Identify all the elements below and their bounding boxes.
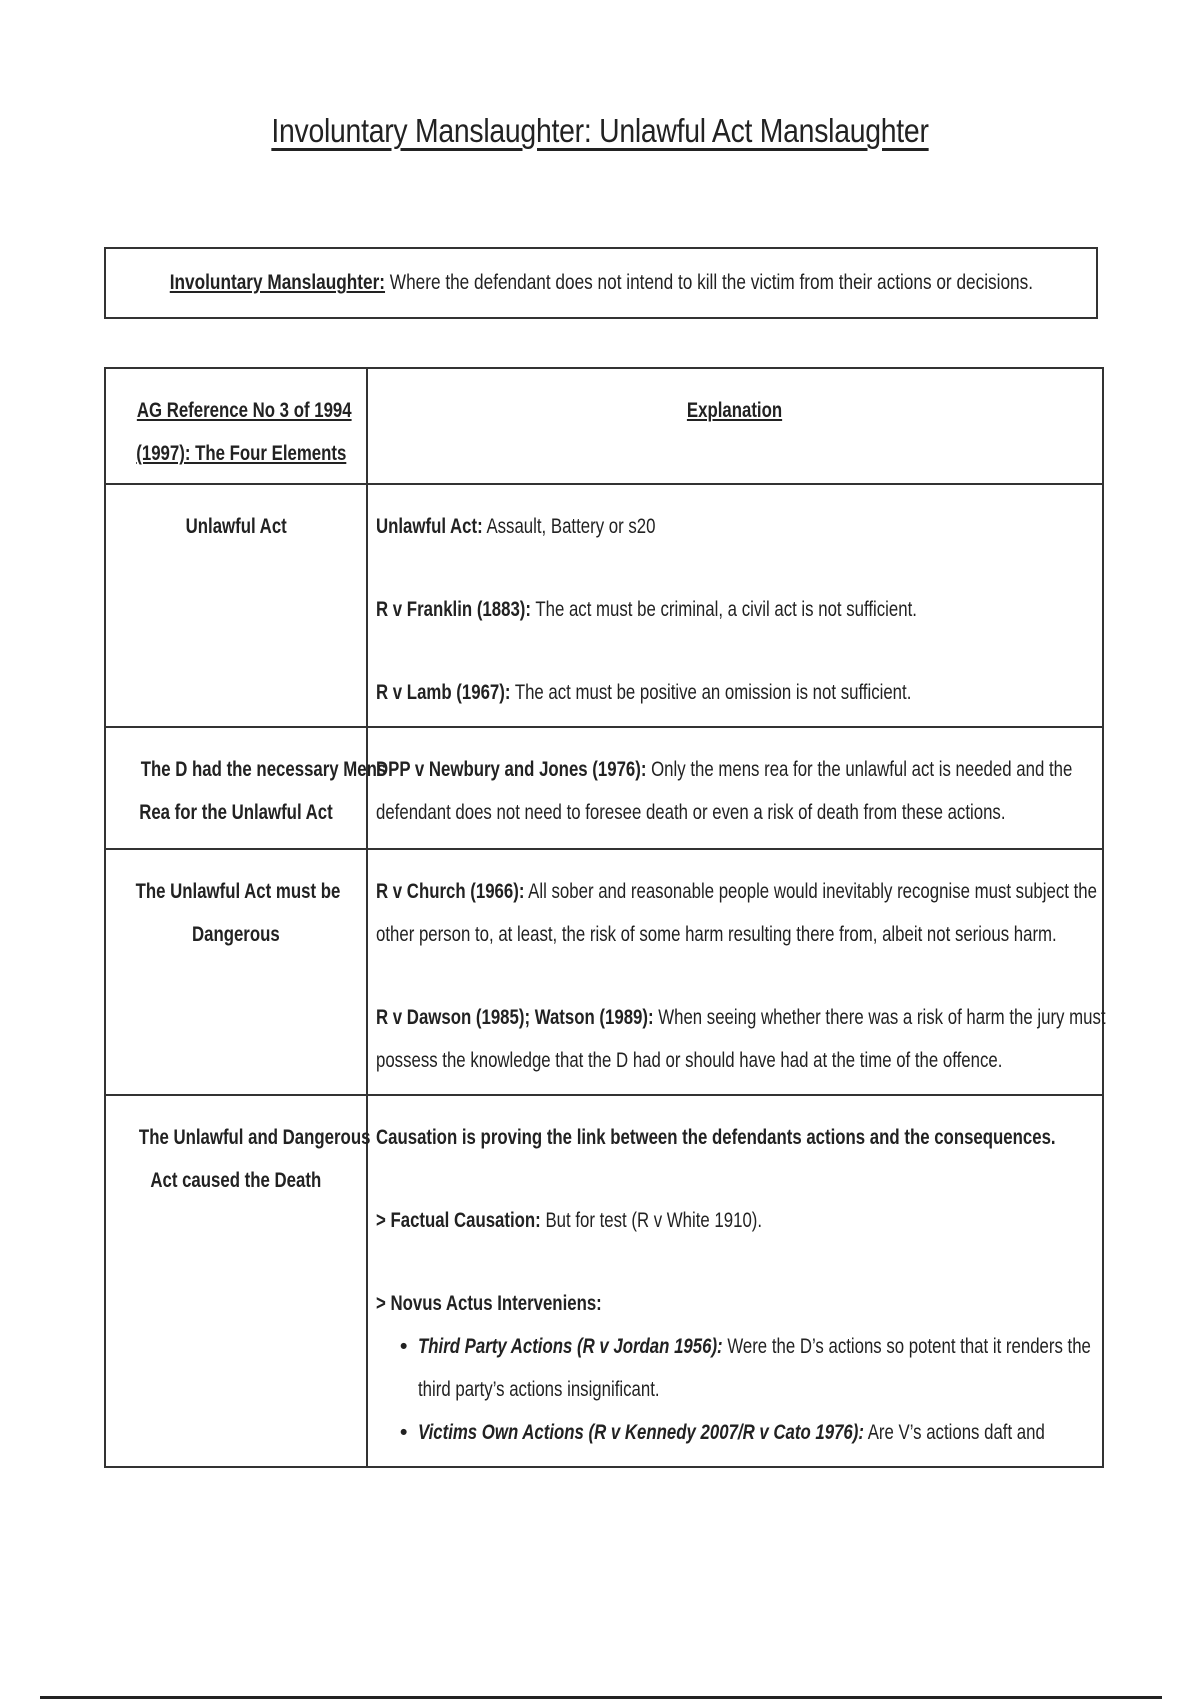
bullet1-line2: third party’s actions insignificant. [418,1378,660,1401]
definition-box [104,247,1098,319]
row2-explanation-cell [367,727,1103,849]
row1-para3: R v Lamb (1967): The act must be positive an omission is not sufficient. [376,681,912,704]
row4-para2: > Factual Causation: But for test (R v White 1910). [376,1209,763,1232]
list-item [376,1411,1096,1454]
header-right-cell [367,368,1103,484]
table-row [105,484,1103,727]
row2-element-cell [105,727,387,849]
table-header-row [105,368,1103,484]
page-title: Involuntary Manslaughter: Unlawful Act Manslaughter [271,112,929,149]
header-left-line2: (1997): The Four Elements [136,442,347,465]
header-right-label: Explanation [687,399,783,422]
row3-para2-line1: R v Dawson (1985); Watson (1989): When seeing whether there was a risk of harm the jury must [376,1006,1106,1029]
row4-para3: > Novus Actus Interveniens: [376,1292,602,1315]
bullet1-line1: Third Party Actions (R v Jordan 1956): Were the D’s actions so potent that it renders the [418,1335,1091,1358]
table-row [105,727,1103,849]
definition-body: Where the defendant does not intend to kill the victim from their actions or decisions. [384,271,1033,294]
row4-element-line1: The Unlawful and Dangerous [138,1126,371,1149]
list-item [376,1325,1096,1411]
row3-element-cell [105,849,367,1095]
definition-term: Involuntary Manslaughter: [169,271,385,294]
header-left-line1: AG Reference No 3 of 1994 [136,399,352,422]
row3-para2-line2: possess the knowledge that the D had or should have had at the time of the offence. [376,1049,1003,1072]
row3-para1-line1: R v Church (1966): All sober and reasonable people would inevitably recognise must subject the [376,880,1097,903]
row2-element-line1: The D had the necessary Mens [140,758,387,781]
row3-para1-line2: other person to, at least, the risk of some harm resulting there from, albeit not serious harm. [376,923,1057,946]
bullet-icon: • [400,1421,408,1444]
bullet-icon: • [400,1335,408,1358]
row1-explanation-cell [367,484,1103,727]
row1-element-cell [105,484,367,727]
row4-element-cell [105,1095,371,1467]
page-bottom-rule [40,1696,1162,1699]
bullet2-line1: Victims Own Actions (R v Kennedy 2007/R v Cato 1976): Are V’s actions daft and [418,1421,1045,1444]
row4-explanation-cell [367,1095,1103,1467]
definition-text [169,271,1032,295]
row2-line2: defendant does not need to foresee death or even a risk of death from these actions. [376,801,1006,824]
elements-table [104,367,1104,1468]
row2-element-line2: Rea for the Unlawful Act [139,801,333,824]
row2-line1: DPP v Newbury and Jones (1976): Only the mens rea for the unlawful act is needed and the [376,758,1073,781]
row3-explanation-cell [367,849,1106,1095]
row3-element-line1: The Unlawful Act must be [135,880,341,903]
row4-element-line2: Act caused the Death [150,1169,322,1192]
table-row [105,849,1103,1095]
row3-element-line2: Dangerous [192,923,280,946]
row1-element: Unlawful Act [185,515,287,538]
header-left-cell [105,368,367,484]
row1-para2: R v Franklin (1883): The act must be criminal, a civil act is not sufficient. [376,598,917,621]
row1-para1: Unlawful Act: Assault, Battery or s20 [376,515,656,538]
table-row [105,1095,1103,1467]
row4-para1: Causation is proving the link between the defendants actions and the consequences. [376,1126,1056,1149]
